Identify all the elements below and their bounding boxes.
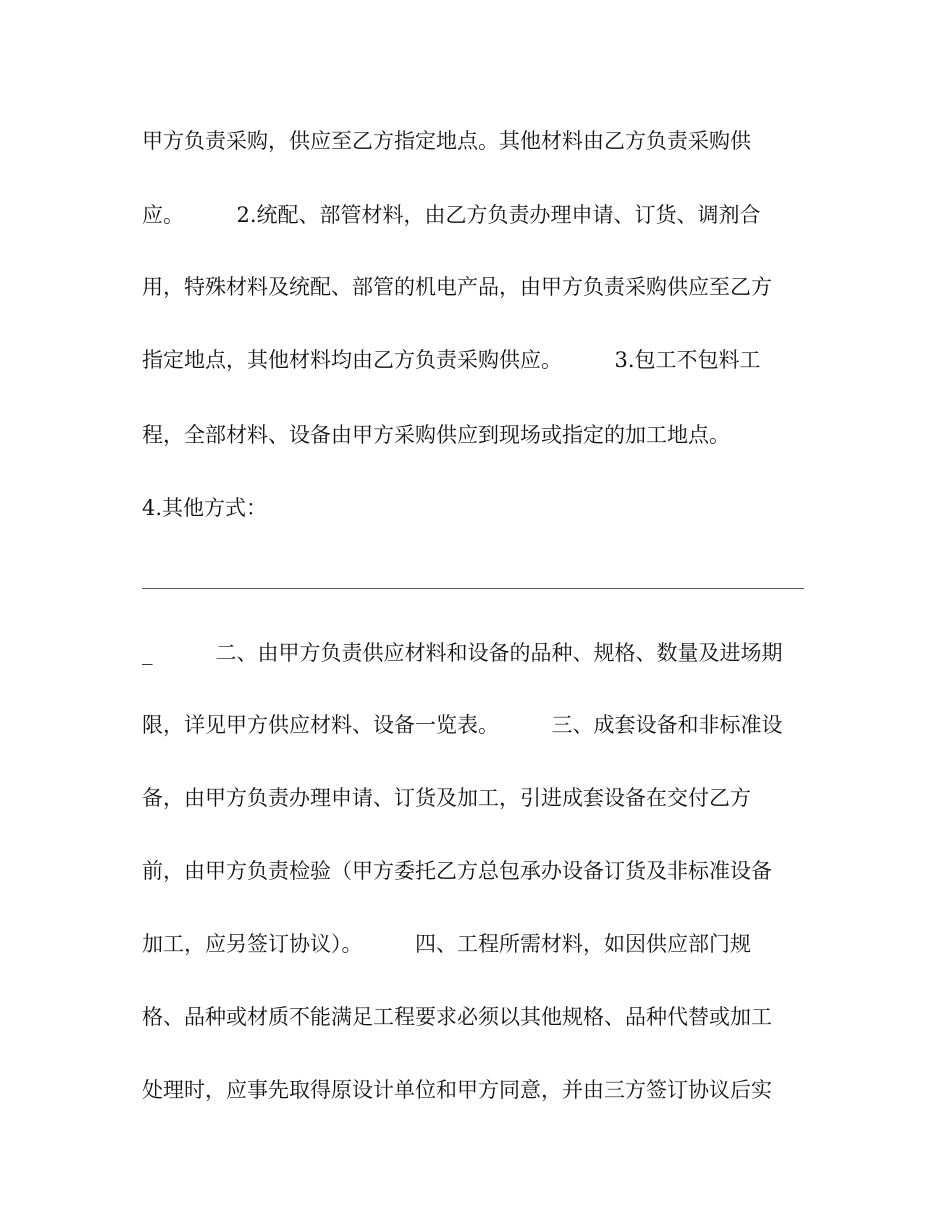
paragraph-line: 备，由甲方负责办理申请、订货及加工，引进成套设备在交付乙方 [142, 786, 751, 810]
paragraph-line: 格、品种或材质不能满足工程要求必须以其他规格、品种代替或加工 [142, 1005, 772, 1029]
paragraph-line: 前，由甲方负责检验（甲方委托乙方总包承办设备订货及非标准设备 [142, 859, 772, 883]
paragraph-line: 应。 2.统配、部管材料，由乙方负责办理申请、订货、调剂合 [142, 203, 761, 227]
paragraph-line: 用，特殊材料及统配、部管的机电产品，由甲方负责采购供应至乙方 [142, 275, 772, 299]
paragraph-line: 程，全部材料、设备由甲方采购供应到现场或指定的加工地点。 [142, 423, 730, 447]
paragraph-line: _ 二、由甲方负责供应材料和设备的品种、规格、数量及进场期 [142, 641, 783, 665]
paragraph-line: 处理时，应事先取得原设计单位和甲方同意，并由三方签订协议后实 [142, 1078, 772, 1102]
paragraph-line: 限，详见甲方供应材料、设备一览表。 三、成套设备和非标准设 [142, 713, 783, 737]
paragraph-line: 甲方负责采购，供应至乙方指定地点。其他材料由乙方负责采购供 [142, 129, 751, 153]
paragraph-line: 4.其他方式： [142, 496, 268, 520]
fill-in-blank-line [142, 588, 804, 589]
paragraph-line: 指定地点，其他材料均由乙方负责采购供应。 3.包工不包料工 [142, 348, 761, 372]
paragraph-line: 加工，应另签订协议）。 四、工程所需材料，如因供应部门规 [142, 932, 751, 956]
